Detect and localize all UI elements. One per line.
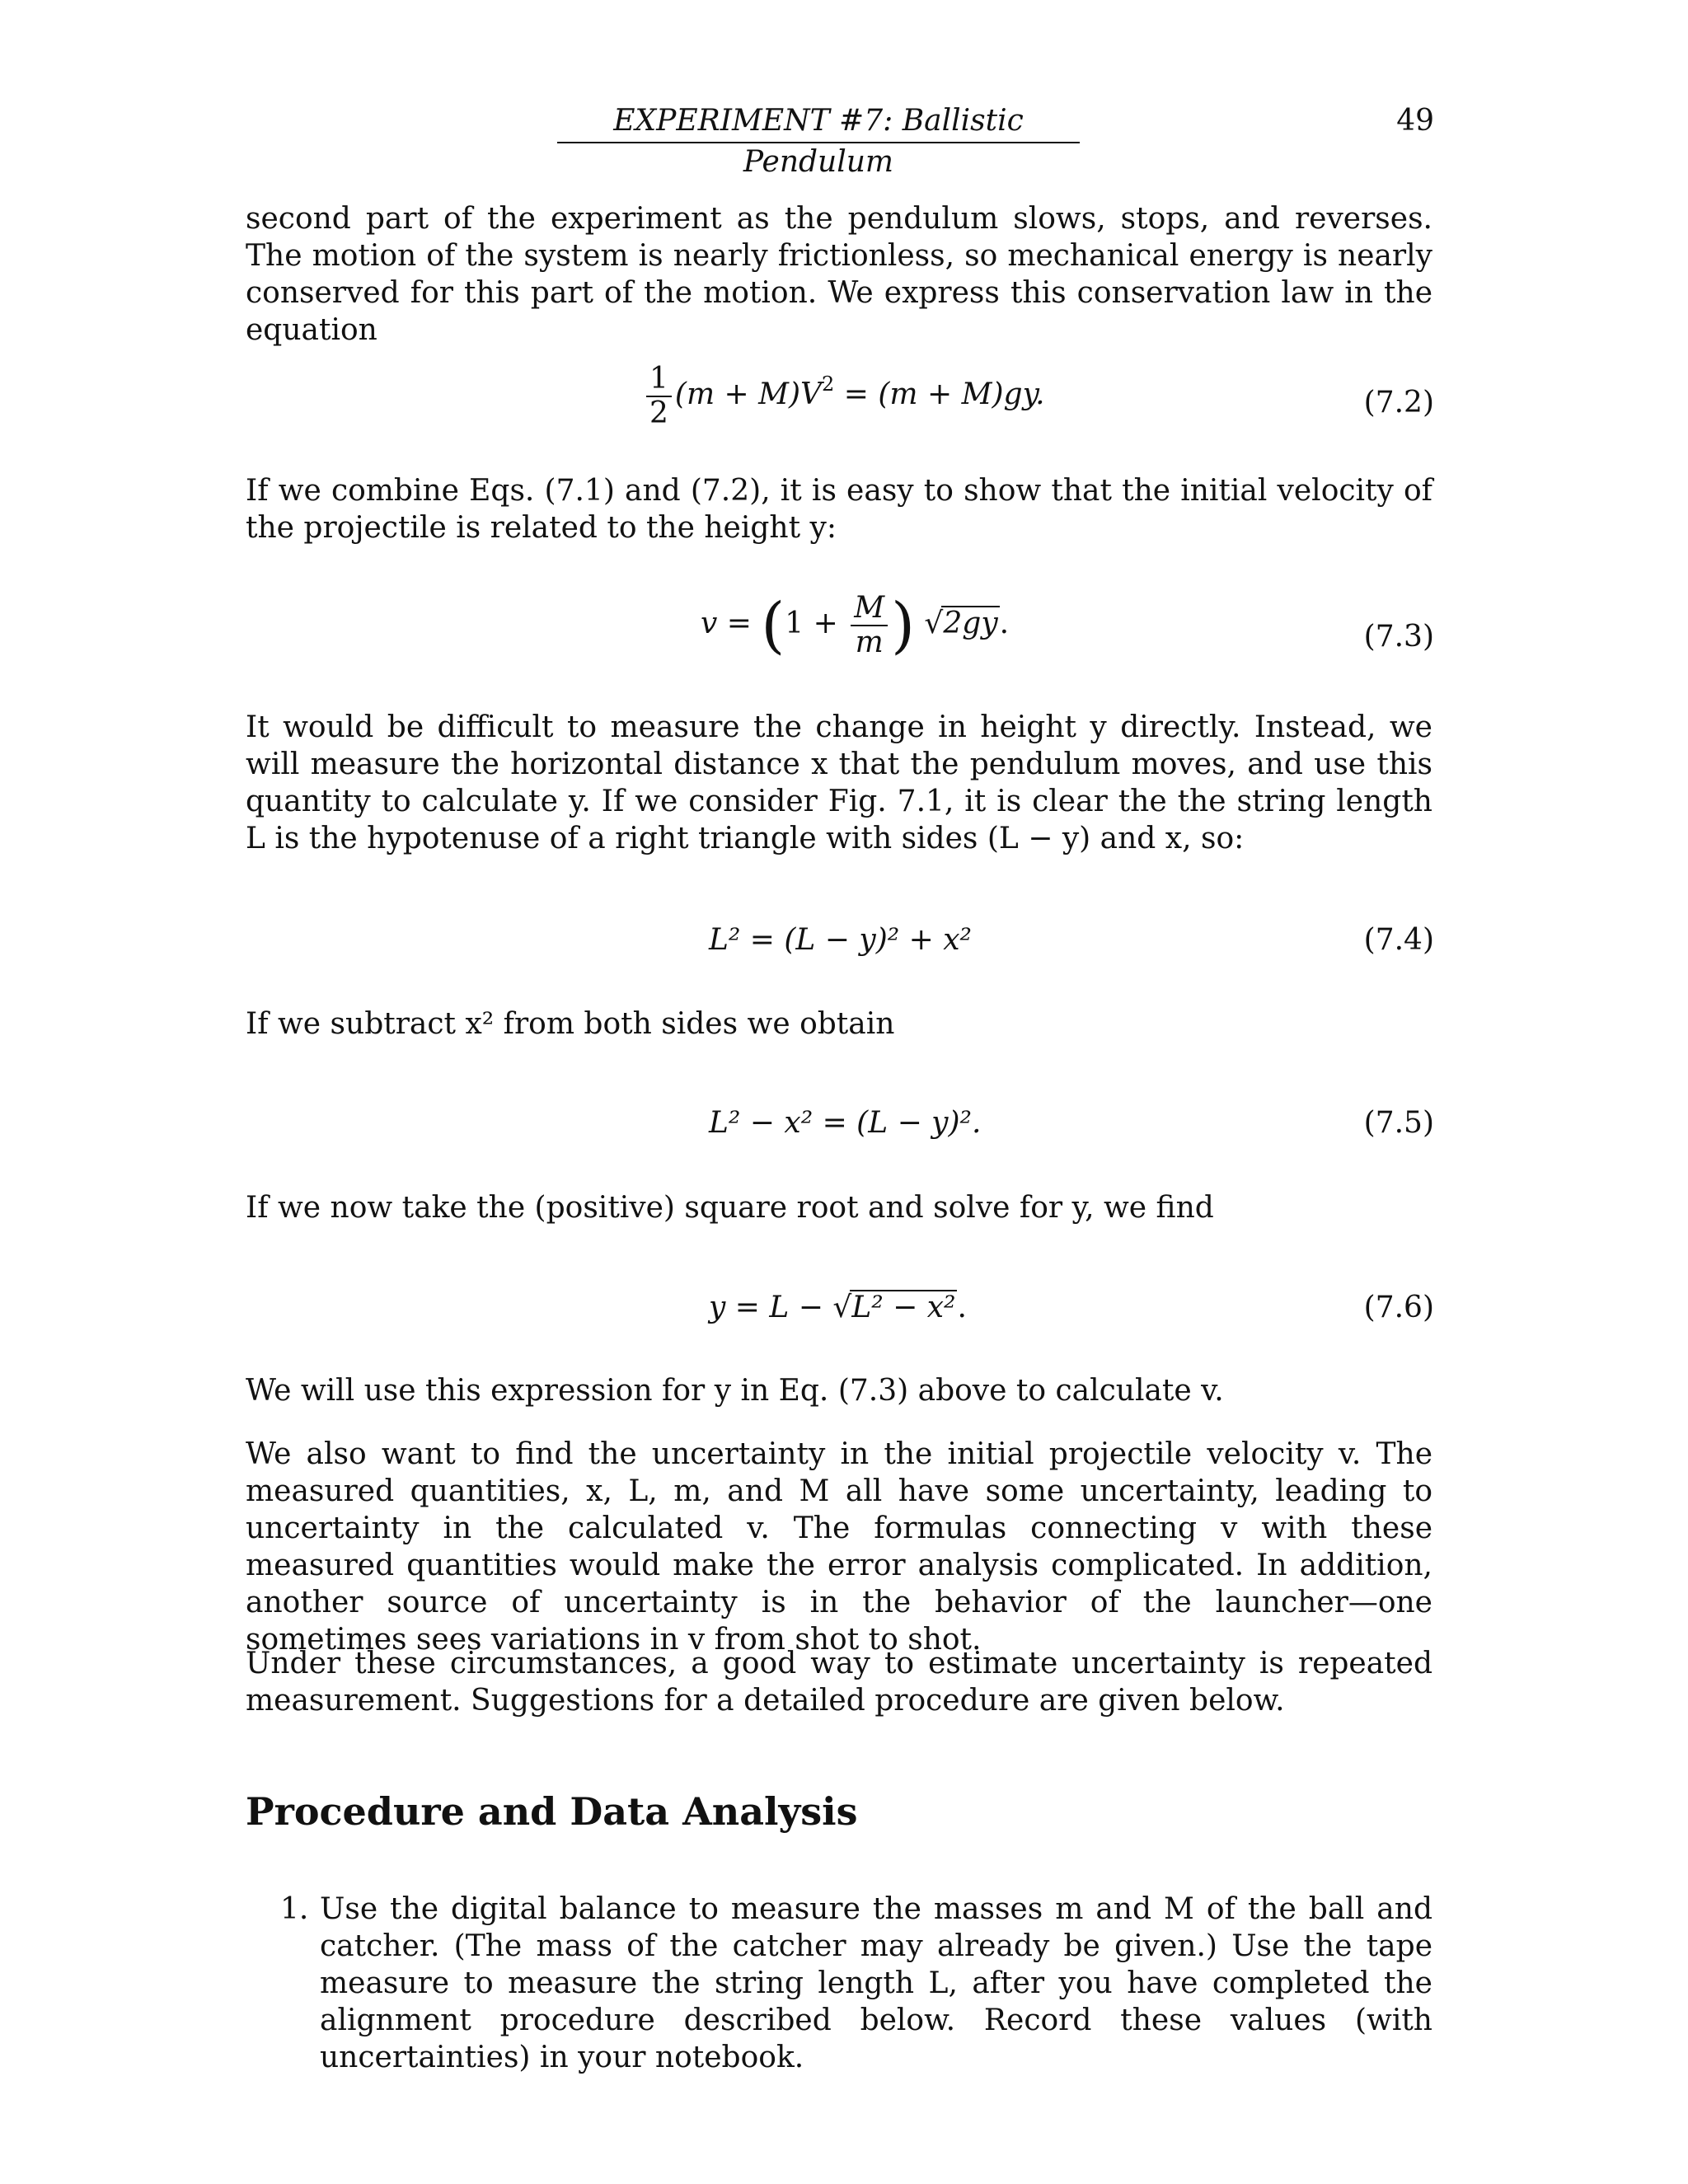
list-item-number: 1.	[280, 1892, 309, 1926]
paragraph-use-expression	[246, 1372, 1432, 1409]
paragraph-subtract	[246, 1005, 1432, 1043]
paragraph-measure-height	[246, 709, 1432, 857]
paragraph-text: If we subtract x² from both sides we obtain	[246, 1007, 895, 1041]
equation-7-2: $\frac{1}{2}$ $(m + M)V^2 = (m + M)gy$.	[643, 363, 1045, 430]
equation-number-7-4: (7.4)	[1363, 923, 1434, 957]
section-heading: Procedure and Data Analysis	[246, 1789, 858, 1834]
sqrt-radicand: 2gy	[943, 607, 998, 640]
equation-number-7-2: (7.2)	[1363, 386, 1434, 419]
paragraph-square-root	[246, 1189, 1432, 1226]
equation-number-7-5: (7.5)	[1363, 1106, 1434, 1140]
paragraph-text: We will use this expression for y in Eq. (7.3) above to calculate v.	[246, 1374, 1224, 1408]
fraction-M-over-m: $\frac{M}{m}$	[851, 592, 888, 659]
equation-7-6: y = L − √L² − x².	[709, 1291, 967, 1324]
equation-number-7-6: (7.6)	[1363, 1291, 1434, 1324]
list-item: Use the digital balance to measure the masses m and M of the ball and catcher. (The mass of the catcher may already be given.) Use the tape measure to measure the string length L, after you have completed the alignment procedure described below. Record these values (with uncertainties) in your notebook.	[320, 1892, 1432, 2074]
paragraph-repeated-measurement	[246, 1645, 1432, 1719]
running-header-title: EXPERIMENT #7: Ballistic Pendulum	[557, 101, 1080, 143]
paragraph-text: second part of the experiment as the pendulum slows, stops, and reverses. The motion of the system is nearly frictionless, so mechanical energy is nearly conserved for this part of the motion. We express this conservation law in the equation	[246, 202, 1432, 347]
paragraph-text: We also want to find the uncertainty in the initial projectile velocity v. The measured quantities, x, L, m, and M all have some uncertainty, leading to uncertainty in the calculated v. The formulas connecting v with these measured quantities would make the error analysis complicated. In addition, another source of uncertainty is in the behavior of the launcher—one sometimes sees variations in v from shot to shot.	[246, 1437, 1432, 1657]
paragraph-energy-conservation	[246, 200, 1432, 349]
fraction-one-half: $\frac{1}{2}$	[646, 363, 672, 430]
equation-7-4: L² = (L − y)² + x²	[709, 923, 972, 957]
paragraph-text: It would be difficult to measure the change in height y directly. Instead, we will measure the horizontal distance x that the pendulum moves, and use this quantity to calculate y. If we consider Fig. 7.1, it is clear the the string length L is the hypotenuse of a right triangle with sides (L − y) and x, so:	[246, 710, 1432, 855]
equation-7-3: v = (1 + $\frac{M}{m}$ ) √2gy.	[701, 590, 1010, 661]
paragraph-text: If we combine Eqs. (7.1) and (7.2), it is easy to show that the initial velocity of the projectile is related to the height y:	[246, 474, 1432, 545]
equation-number-7-3: (7.3)	[1363, 620, 1434, 654]
paragraph-uncertainty	[246, 1436, 1432, 1658]
paragraph-text: Under these circumstances, a good way to estimate uncertainty is repeated measurement. Suggestions for a detailed procedure are given below.	[246, 1647, 1432, 1718]
sqrt-radicand: L² − x²	[851, 1291, 956, 1324]
paragraph-text: If we now take the (positive) square root and solve for y, we find	[246, 1191, 1214, 1225]
paragraph-combine-eqs	[246, 472, 1432, 546]
equation-7-5: L² − x² = (L − y)².	[709, 1106, 982, 1140]
page-number: 49	[1396, 104, 1434, 138]
